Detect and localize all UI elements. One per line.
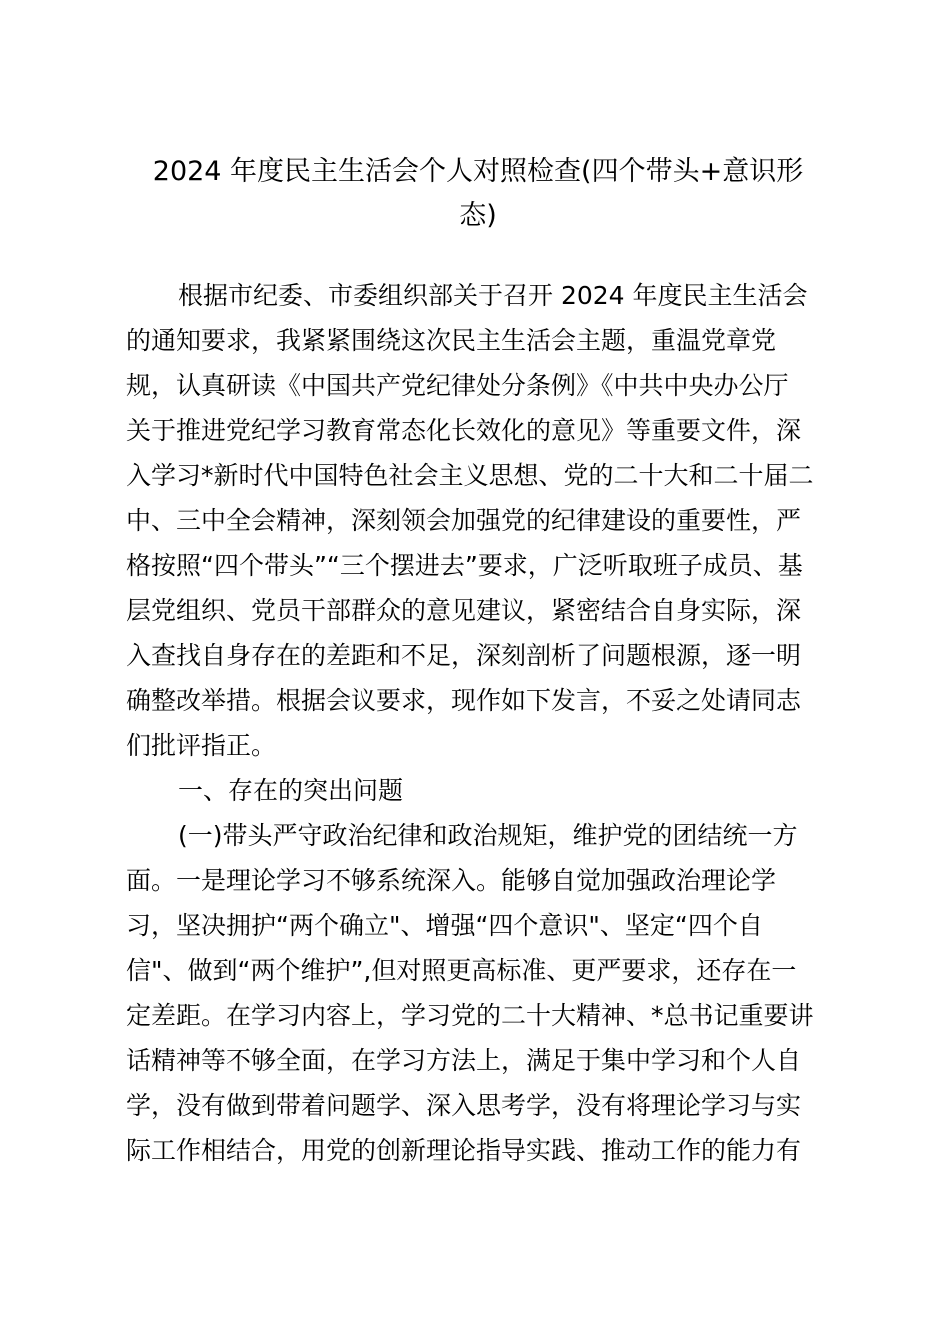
body-line: 定差距。在学习内容上，学习党的二十大精神、*总书记重要讲 — [126, 1001, 814, 1030]
body-line: 的通知要求，我紧紧围绕这次民主生活会主题，重温党章党 — [126, 326, 777, 355]
body-line: 根据市纪委、市委组织部关于召开 2024 年度民主生活会 — [178, 281, 808, 310]
body-line: 中、三中全会精神，深刻领会加强党的纪律建设的重要性，严 — [126, 506, 802, 535]
body-line: 确整改举措。根据会议要求，现作如下发言，不妥之处请同志 — [126, 686, 802, 715]
body-line: 关于推进党纪学习教育常态化长效化的意见》等重要文件，深 — [126, 416, 802, 445]
body-line: 面。一是理论学习不够系统深入。能够自觉加强政治理论学 — [126, 866, 777, 895]
body-line: 们批评指正。 — [126, 731, 277, 760]
body-line: 习，坚决拥护“两个确立"、增强“四个意识"、坚定“四个自 — [126, 911, 763, 940]
document-title — [126, 150, 830, 238]
title-line-2: 态) — [459, 200, 497, 231]
body-line: 规，认真研读《中国共产党纪律处分条例》《中共中央办公厅 — [126, 371, 789, 400]
title-line-1: 2024 年度民主生活会个人对照检查(四个带头+意识形 — [152, 156, 804, 187]
body-line: (一)带头严守政治纪律和政治规矩，维护党的团结统一方 — [178, 821, 798, 850]
body-line: 入学习*新时代中国特色社会主义思想、党的二十大和二十届二 — [126, 461, 814, 490]
body-line: 学，没有做到带着问题学、深入思考学，没有将理论学习与实 — [126, 1091, 802, 1120]
body-line: 格按照“四个带头”“三个摆进去”要求，广泛听取班子成员、基 — [126, 551, 803, 580]
body-line: 际工作相结合，用党的创新理论指导实践、推动工作的能力有 — [126, 1136, 802, 1165]
body-line: 入查找自身存在的差距和不足，深刻剖析了问题根源，逐一明 — [126, 641, 802, 670]
body-line: 信"、做到“两个维护”,但对照更高标准、更严要求，还存在一 — [126, 956, 797, 985]
section-heading: 一、存在的突出问题 — [178, 776, 404, 805]
body-line: 话精神等不够全面，在学习方法上，满足于集中学习和个人自 — [126, 1046, 802, 1075]
body-line: 层党组织、党员干部群众的意见建议，紧密结合自身实际，深 — [126, 596, 802, 625]
